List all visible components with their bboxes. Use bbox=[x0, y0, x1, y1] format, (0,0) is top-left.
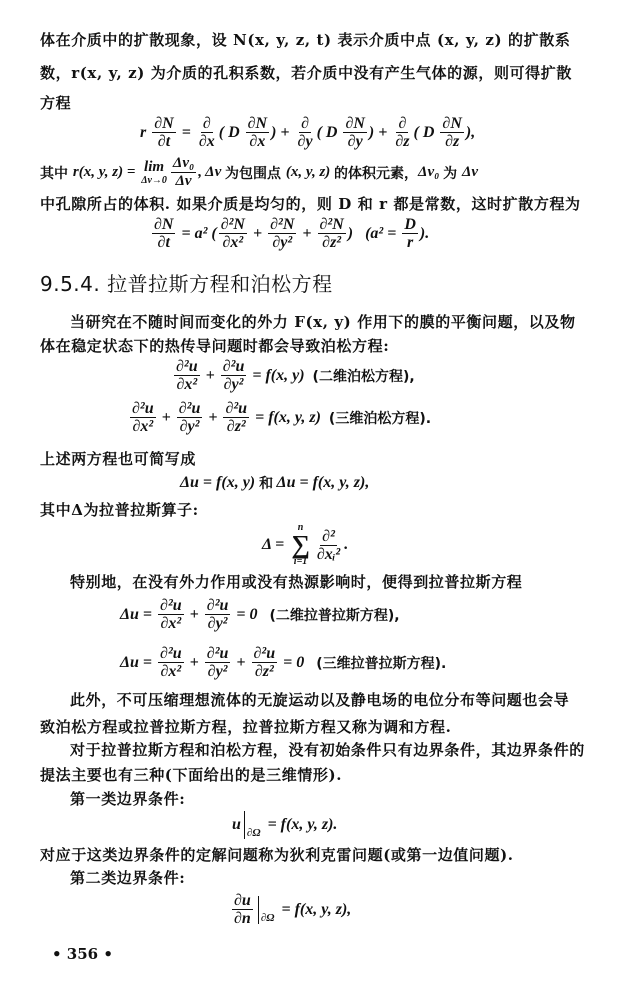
fraction bbox=[315, 528, 342, 563]
text-line: 对于拉普拉斯方程和泊松方程，没有初始条件只有边界条件，其边界条件的 bbox=[70, 741, 585, 759]
equation-label: 为包围点 bbox=[224, 165, 286, 182]
fraction bbox=[219, 216, 247, 251]
fraction bbox=[318, 216, 346, 251]
equation-label: 的体积元素， bbox=[334, 165, 419, 182]
math-text: ) + bbox=[368, 123, 392, 141]
math-text: Δu = f(x, y, z), bbox=[273, 474, 370, 491]
text-line: 致泊松方程或拉普拉斯方程，拉普拉斯方程又称为调和方程. bbox=[40, 718, 452, 736]
denominator: Δv bbox=[175, 173, 192, 189]
math-text: ) (a² = bbox=[347, 224, 401, 242]
numerator: ∂ bbox=[398, 115, 407, 132]
numerator: ∂N bbox=[442, 115, 462, 132]
math-text: + bbox=[157, 408, 175, 426]
equation-label: 和 bbox=[259, 476, 274, 492]
numerator: ∂²u bbox=[160, 645, 182, 662]
numerator: D bbox=[404, 216, 416, 233]
math-text: = f(x, y, z). bbox=[263, 816, 338, 833]
fraction bbox=[268, 216, 296, 251]
math-text: + bbox=[204, 408, 222, 426]
dirichlet-condition bbox=[232, 811, 337, 839]
numerator: ∂²N bbox=[220, 216, 245, 233]
numerator: ∂²u bbox=[132, 400, 154, 417]
denominator: ∂t bbox=[157, 234, 170, 251]
math-text: = f(x, y) bbox=[248, 366, 313, 384]
equation-label: (二维拉普拉斯方程), bbox=[269, 607, 400, 624]
numerator: ∂N bbox=[154, 216, 174, 233]
laplace-2d-equation bbox=[120, 597, 400, 632]
math-text: + bbox=[185, 653, 203, 671]
fraction bbox=[393, 115, 411, 150]
text-line: 对应于这类边界条件的定解问题称为狄利克雷问题(或第一边值问题). bbox=[40, 846, 514, 864]
fraction bbox=[440, 115, 463, 150]
limit-operator: lim bbox=[144, 159, 165, 175]
poisson-2d-equation bbox=[172, 358, 415, 393]
math-text: . bbox=[344, 536, 349, 553]
numerator: ∂²u bbox=[160, 597, 182, 614]
constant-diffusion-equation bbox=[150, 216, 429, 251]
limit-subscript: Δv→0 bbox=[141, 175, 167, 186]
math-text: Δv₀ bbox=[418, 164, 444, 180]
fraction bbox=[130, 400, 156, 435]
denominator: ∂y² bbox=[179, 418, 200, 435]
fraction bbox=[174, 358, 200, 393]
text-line: 方程 bbox=[40, 94, 72, 112]
math-text: ). bbox=[419, 224, 430, 242]
denominator: ∂x² bbox=[160, 663, 182, 680]
math-text: ( D bbox=[218, 123, 244, 141]
math-text: ) + bbox=[271, 123, 294, 141]
denominator: ∂y bbox=[347, 133, 363, 150]
fraction bbox=[158, 597, 184, 632]
numerator: ∂ bbox=[202, 115, 211, 132]
math-text: + bbox=[248, 224, 267, 242]
numerator: ∂ bbox=[301, 115, 309, 132]
text-line: 此外，不可压缩理想流体的无旋运动以及静电场的电位分布等问题也会导 bbox=[70, 691, 570, 709]
neumann-condition bbox=[230, 892, 351, 927]
laplace-operator-definition bbox=[262, 523, 348, 567]
summation bbox=[291, 523, 310, 567]
numerator: ∂²u bbox=[222, 358, 245, 375]
fraction bbox=[197, 115, 217, 150]
text-line: 其中Δ为拉普拉斯算子: bbox=[40, 501, 199, 519]
denominator: ∂x² bbox=[132, 418, 154, 435]
fraction bbox=[152, 115, 175, 150]
numerator: ∂²u bbox=[253, 645, 276, 662]
denominator: r bbox=[407, 234, 414, 251]
math-text: Δ = bbox=[262, 536, 289, 553]
math-text: ( D bbox=[413, 123, 439, 141]
numerator: Δv₀ bbox=[172, 155, 195, 171]
numerator: ∂²u bbox=[178, 400, 201, 417]
laplace-3d-equation bbox=[120, 645, 446, 680]
text-line: 第一类边界条件: bbox=[70, 790, 186, 808]
math-text: + bbox=[298, 224, 316, 242]
denominator: ∂x² bbox=[222, 234, 244, 251]
text-line: 第二类边界条件: bbox=[70, 869, 186, 887]
laplacian-short-form bbox=[180, 473, 369, 493]
poisson-3d-equation bbox=[128, 400, 431, 435]
sum-lower: i=1 bbox=[293, 556, 308, 567]
math-text: = f(x, y, z) bbox=[251, 408, 329, 426]
equation-label: 为 bbox=[443, 165, 462, 182]
equation-label: (二维泊松方程), bbox=[312, 368, 415, 385]
math-text: + bbox=[185, 605, 203, 623]
math-text: = 0 bbox=[232, 605, 270, 623]
denominator: ∂n bbox=[234, 910, 251, 927]
equation-label: (三维泊松方程). bbox=[328, 410, 432, 427]
fraction bbox=[171, 155, 196, 190]
fraction bbox=[223, 400, 249, 435]
math-text: = 0 bbox=[279, 653, 317, 671]
math-text: = f(x, y, z), bbox=[277, 900, 352, 918]
denominator: ∂z bbox=[445, 133, 460, 150]
fraction bbox=[252, 645, 278, 680]
math-text: + bbox=[232, 653, 250, 671]
fraction bbox=[246, 115, 269, 150]
numerator: ∂²u bbox=[225, 400, 248, 417]
numerator: ∂u bbox=[234, 892, 251, 909]
evaluation-bar: ∂Ω bbox=[244, 811, 261, 839]
denominator: ∂z² bbox=[226, 418, 246, 435]
section-heading: 9.5.4. 拉普拉斯方程和泊松方程 bbox=[40, 272, 333, 296]
denominator: ∂z² bbox=[322, 234, 342, 251]
sum-upper: n bbox=[297, 522, 304, 533]
text-line: 体在介质中的扩散现象，设 N(x, y, z, t) 表示介质中点 (x, y, z) 的扩散系 bbox=[40, 31, 571, 49]
numerator: ∂N bbox=[154, 115, 174, 132]
fraction bbox=[232, 892, 253, 927]
math-text: = a² ( bbox=[177, 224, 217, 242]
math-text: ( D bbox=[316, 123, 342, 141]
fraction bbox=[296, 115, 315, 150]
fraction bbox=[158, 645, 184, 680]
page-number: • 356 • bbox=[52, 945, 113, 963]
numerator: ∂N bbox=[247, 115, 268, 132]
evaluation-bar: ∂Ω bbox=[258, 896, 275, 924]
math-text: , Δv bbox=[198, 164, 225, 180]
denominator: ∂x² bbox=[176, 376, 198, 393]
denominator: ∂z bbox=[395, 133, 410, 150]
math-text: Δu = bbox=[120, 605, 157, 623]
denominator: ∂y² bbox=[207, 663, 228, 680]
math-text: Δu = bbox=[120, 653, 157, 671]
fraction bbox=[205, 645, 231, 680]
diffusion-equation bbox=[140, 115, 475, 150]
denominator: ∂y bbox=[297, 133, 313, 150]
denominator: ∂t bbox=[157, 133, 171, 150]
math-text: r bbox=[140, 123, 151, 141]
fraction bbox=[205, 597, 231, 632]
math-text: Δv bbox=[461, 164, 479, 180]
math-text: Δu = f(x, y) bbox=[180, 474, 260, 491]
text-line: 体在稳定状态下的热传导问题时都会导致泊松方程: bbox=[40, 337, 390, 355]
numerator: ∂²N bbox=[270, 216, 295, 233]
numerator: ∂N bbox=[345, 115, 365, 132]
math-text: = bbox=[177, 123, 195, 141]
fraction bbox=[221, 358, 247, 393]
denominator: ∂y² bbox=[272, 234, 293, 251]
denominator: ∂y² bbox=[207, 615, 228, 632]
math-text: r(x, y, z) = bbox=[72, 164, 140, 180]
fraction bbox=[343, 115, 366, 150]
math-text: + bbox=[201, 366, 219, 384]
fraction bbox=[177, 400, 203, 435]
text-line: 中孔隙所占的体积. 如果介质是均匀的，则 D 和 r 都是常数，这时扩散方程为 bbox=[40, 195, 581, 213]
numerator: ∂²u bbox=[206, 645, 229, 662]
numerator: ∂² bbox=[322, 527, 335, 545]
math-text: (x, y, z) bbox=[285, 164, 335, 180]
equation-label: (三维拉普拉斯方程). bbox=[316, 655, 447, 672]
fraction bbox=[152, 216, 175, 251]
numerator: ∂²N bbox=[319, 216, 344, 233]
denominator: ∂x bbox=[198, 133, 215, 150]
text-line: 提法主要也有三种(下面给出的是三维情形). bbox=[40, 766, 343, 784]
math-text: ), bbox=[465, 123, 476, 141]
numerator: ∂²u bbox=[176, 358, 198, 375]
denominator: ∂y² bbox=[223, 376, 244, 393]
math-text: u bbox=[232, 816, 241, 833]
denominator: ∂z² bbox=[254, 663, 274, 680]
equation-label: 其中 bbox=[40, 165, 73, 182]
numerator: ∂²u bbox=[206, 597, 229, 614]
fraction bbox=[402, 216, 418, 251]
denominator: ∂x² bbox=[160, 615, 182, 632]
text-line: 当研究在不随时间而变化的外力 F(x, y) 作用下的膜的平衡问题，以及物 bbox=[70, 313, 576, 331]
text-line: 特别地，在没有外力作用或没有热源影响时，便得到拉普拉斯方程 bbox=[70, 573, 523, 591]
sum-symbol: ∑ bbox=[291, 530, 310, 559]
text-line: 上述两方程也可简写成 bbox=[40, 450, 197, 468]
definition-line bbox=[40, 155, 478, 190]
denominator: ∂x bbox=[249, 133, 266, 150]
limit bbox=[141, 159, 167, 186]
text-line: 数，r(x, y, z) 为介质的孔积系数，若介质中没有产生气体的源，则可得扩散 bbox=[40, 64, 572, 82]
denominator: ∂xᵢ² bbox=[316, 545, 341, 563]
